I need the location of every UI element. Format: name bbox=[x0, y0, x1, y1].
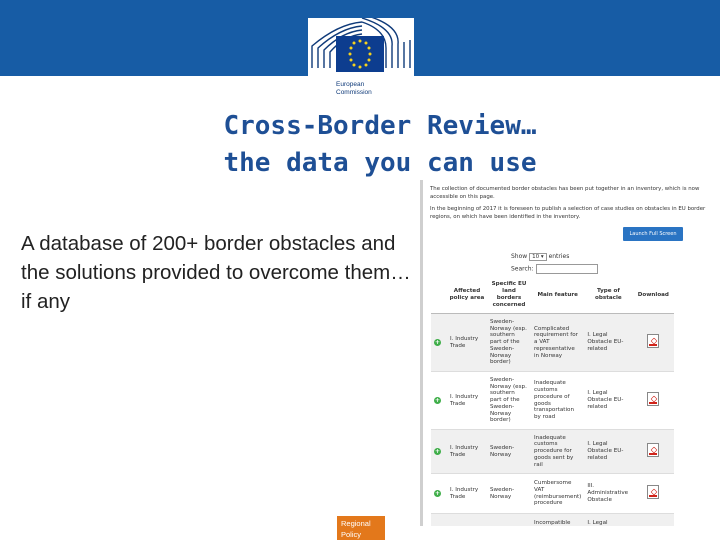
obstacle-type-cell: I. Legal bbox=[584, 514, 632, 527]
expand-cell bbox=[431, 372, 447, 430]
column-header-obstacle-type[interactable]: Type of obstacle bbox=[584, 277, 632, 314]
download-cell bbox=[632, 430, 674, 474]
entries-length-control bbox=[511, 253, 569, 261]
entries-select[interactable]: 10 ▾ bbox=[529, 253, 547, 261]
main-feature-cell: Cumbersome VAT (reimbursement) procedure bbox=[531, 474, 584, 514]
inventory-intro bbox=[430, 186, 710, 226]
slide-title-line-1: Cross-Border Review… bbox=[223, 111, 537, 141]
search-input[interactable] bbox=[536, 264, 598, 274]
expand-cell bbox=[431, 314, 447, 372]
obstacle-type-cell: I. Legal Obstacle EU-related bbox=[584, 430, 632, 474]
pdf-download-icon[interactable] bbox=[647, 392, 659, 406]
column-header-policy-area[interactable]: Affected policy area bbox=[447, 277, 487, 314]
download-cell bbox=[632, 314, 674, 372]
table-search bbox=[511, 264, 598, 274]
inventory-intro-paragraph-2: In the beginning of 2017 it is foreseen to publish a selection of case studies on obstacles in EU border regions, on which have been identified in the inventory. bbox=[430, 206, 706, 220]
policy-area-cell bbox=[447, 514, 487, 527]
logo-line-european: European bbox=[336, 81, 365, 88]
land-borders-cell: Sweden-Norway bbox=[487, 474, 531, 514]
table-header-row bbox=[431, 277, 674, 314]
table-row bbox=[431, 314, 674, 372]
download-cell bbox=[632, 474, 674, 514]
main-feature-cell: Inadequate customs procedure for goods sent by rail bbox=[531, 430, 584, 474]
expand-cell bbox=[431, 474, 447, 514]
pdf-download-icon[interactable] bbox=[647, 334, 659, 348]
obstacles-table bbox=[431, 277, 674, 526]
column-header-main-feature[interactable]: Main feature bbox=[531, 277, 584, 314]
expand-row-icon[interactable]: + bbox=[434, 489, 441, 497]
entries-select-value: 10 bbox=[532, 254, 540, 260]
expand-row-icon[interactable]: + bbox=[434, 447, 441, 455]
entries-label: entries bbox=[548, 253, 570, 260]
obstacle-type-cell: III. Administrative Obstacle bbox=[584, 474, 632, 514]
expand-cell bbox=[431, 514, 447, 527]
policy-area-cell: I. Industry Trade bbox=[447, 430, 487, 474]
land-borders-cell: Sweden-Norway (esp. southern part of the Sweden-Norway border) bbox=[487, 372, 531, 430]
lead-text: A database of 200+ border obstacles and the solutions provided to overcome them… if any bbox=[21, 232, 411, 313]
launch-full-screen-button[interactable]: Launch Full Screen bbox=[623, 227, 683, 241]
logo-text bbox=[336, 81, 372, 97]
european-commission-logo bbox=[308, 12, 414, 98]
land-borders-cell bbox=[487, 514, 531, 527]
logo-building-lines bbox=[308, 18, 414, 78]
regional-policy-badge: Regional Policy bbox=[337, 516, 385, 540]
main-feature-cell: Incompatible bbox=[531, 514, 584, 527]
show-label: Show bbox=[511, 253, 528, 260]
table-row bbox=[431, 474, 674, 514]
table-row bbox=[431, 430, 674, 474]
land-borders-cell: Sweden-Norway bbox=[487, 430, 531, 474]
column-header-land-borders[interactable]: Specific EU land borders concerned bbox=[487, 277, 531, 314]
main-feature-cell: Complicated requirement for a VAT representative in Norway bbox=[531, 314, 584, 372]
main-feature-cell: Inadequate customs procedure of goods transportation by road bbox=[531, 372, 584, 430]
slide-title bbox=[150, 108, 610, 182]
column-header-download[interactable]: Download bbox=[632, 277, 674, 314]
search-label: Search: bbox=[511, 265, 534, 273]
expand-row-icon[interactable]: + bbox=[434, 338, 441, 346]
policy-area-cell: I. Industry Trade bbox=[447, 314, 487, 372]
expand-column-header bbox=[431, 277, 447, 314]
expand-row-icon[interactable]: + bbox=[434, 396, 441, 404]
expand-cell bbox=[431, 430, 447, 474]
land-borders-cell: Sweden-Norway (esp. southern part of the Sweden-Norway border) bbox=[487, 314, 531, 372]
pdf-download-icon[interactable] bbox=[647, 443, 659, 457]
obstacle-type-cell: I. Legal Obstacle EU-related bbox=[584, 372, 632, 430]
table-row bbox=[431, 514, 674, 527]
logo-line-commission: Commission bbox=[336, 89, 372, 96]
download-cell bbox=[632, 514, 674, 527]
policy-area-cell: I. Industry Trade bbox=[447, 474, 487, 514]
inventory-screenshot bbox=[420, 180, 719, 526]
pdf-download-icon[interactable] bbox=[647, 485, 659, 499]
obstacle-type-cell: I. Legal Obstacle EU-related bbox=[584, 314, 632, 372]
download-cell bbox=[632, 372, 674, 430]
policy-area-cell: I. Industry Trade bbox=[447, 372, 487, 430]
logo-panel bbox=[308, 18, 414, 98]
table-row bbox=[431, 372, 674, 430]
slide-title-line-2: the data you can use bbox=[223, 148, 537, 178]
inventory-intro-paragraph-1: The collection of documented border obstacles has been put together in an inventory, which is now accessible on this page. bbox=[430, 186, 700, 200]
